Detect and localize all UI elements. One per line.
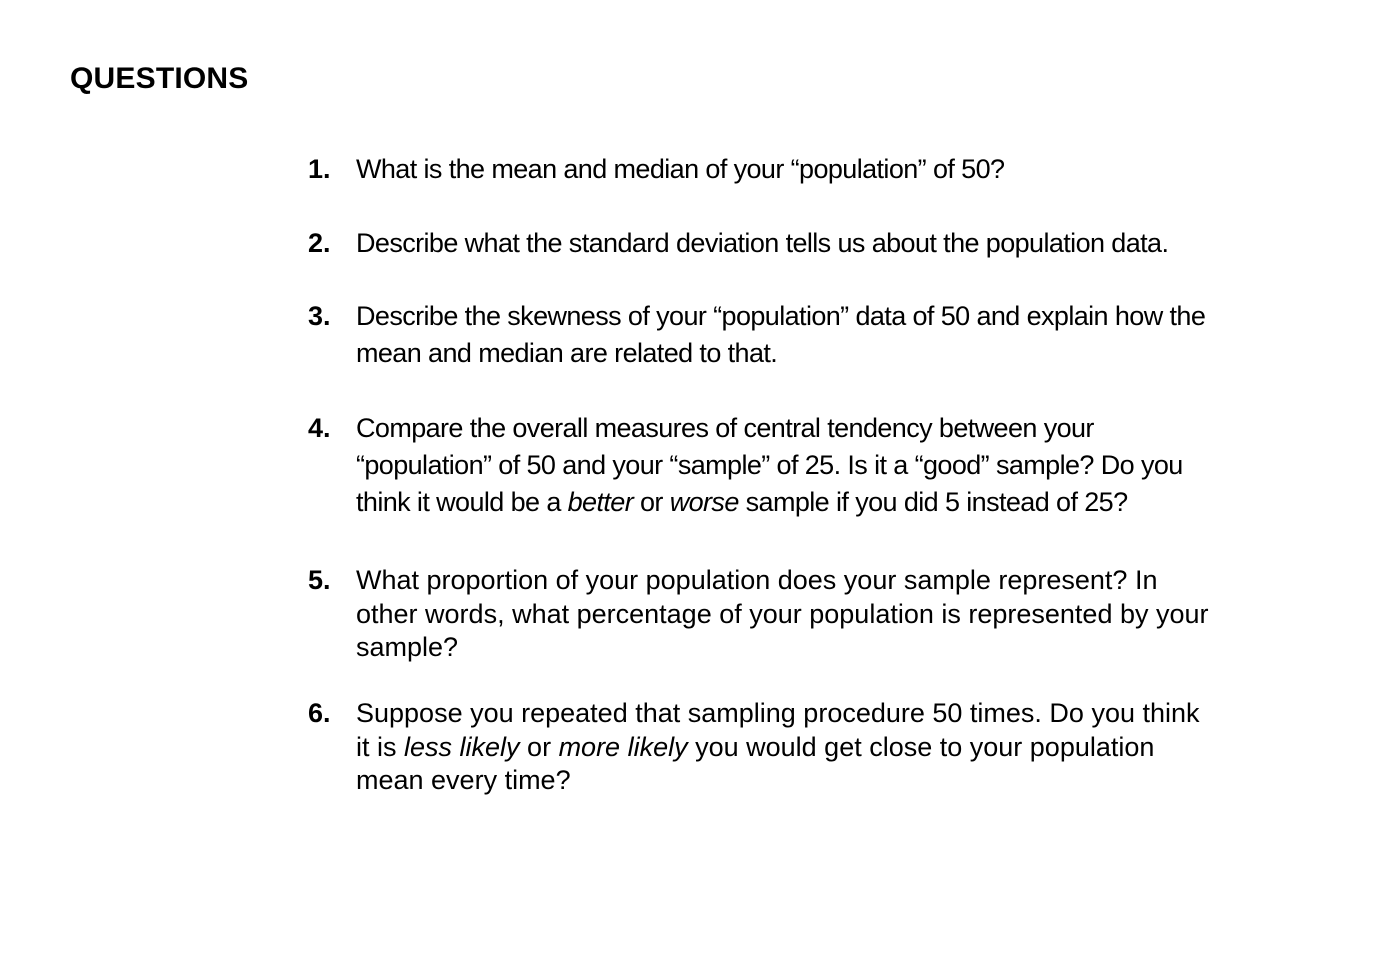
question-line: mean and median are related to that. xyxy=(356,338,778,368)
question-number: 6. xyxy=(308,698,331,728)
question-1 xyxy=(308,151,1308,188)
question-line: Suppose you repeated that sampling procedure 50 times. Do you think xyxy=(356,698,1200,728)
question-line: Compare the overall measures of central tendency between your xyxy=(356,413,1094,443)
question-line: Describe the skewness of your “population” data of 50 and explain how the xyxy=(356,301,1206,331)
question-number: 1. xyxy=(308,154,331,184)
question-line-part: or xyxy=(633,487,670,517)
question-number: 4. xyxy=(308,413,331,443)
question-line: “population” of 50 and your “sample” of 25. Is it a “good” sample? Do you xyxy=(356,450,1183,480)
question-text: Describe what the standard deviation tells us about the population data. xyxy=(356,228,1169,258)
question-4 xyxy=(308,410,1308,521)
question-text xyxy=(356,564,1308,665)
question-text xyxy=(356,410,1308,521)
question-line-part: it is xyxy=(356,731,405,762)
question-text xyxy=(356,298,1308,372)
question-number: 3. xyxy=(308,301,331,331)
question-6 xyxy=(308,697,1308,798)
italic-term-worse: worse xyxy=(669,487,739,517)
italic-term-better: better xyxy=(567,487,634,517)
question-line-part: sample if you did 5 instead of 25? xyxy=(738,487,1128,517)
question-line: What proportion of your population does your sample represent? In xyxy=(356,565,1158,595)
question-text: What is the mean and median of your “population” of 50? xyxy=(356,154,1005,184)
question-line: mean every time? xyxy=(356,765,571,795)
question-2 xyxy=(308,225,1308,262)
question-3 xyxy=(308,298,1308,372)
question-line-part: think it would be a xyxy=(356,487,568,517)
question-5 xyxy=(308,564,1308,665)
question-line: sample? xyxy=(356,632,459,662)
question-line: other words, what percentage of your population is represented by your xyxy=(356,598,1209,629)
question-number: 2. xyxy=(308,228,331,258)
italic-term-less-likely: less likely xyxy=(404,731,520,762)
question-text xyxy=(356,697,1308,798)
question-line-part: or xyxy=(519,731,559,762)
page-heading: QUESTIONS xyxy=(70,62,249,95)
italic-term-more-likely: more likely xyxy=(558,731,688,762)
question-number: 5. xyxy=(308,565,331,595)
question-line-part: you would get close to your population xyxy=(687,731,1155,762)
